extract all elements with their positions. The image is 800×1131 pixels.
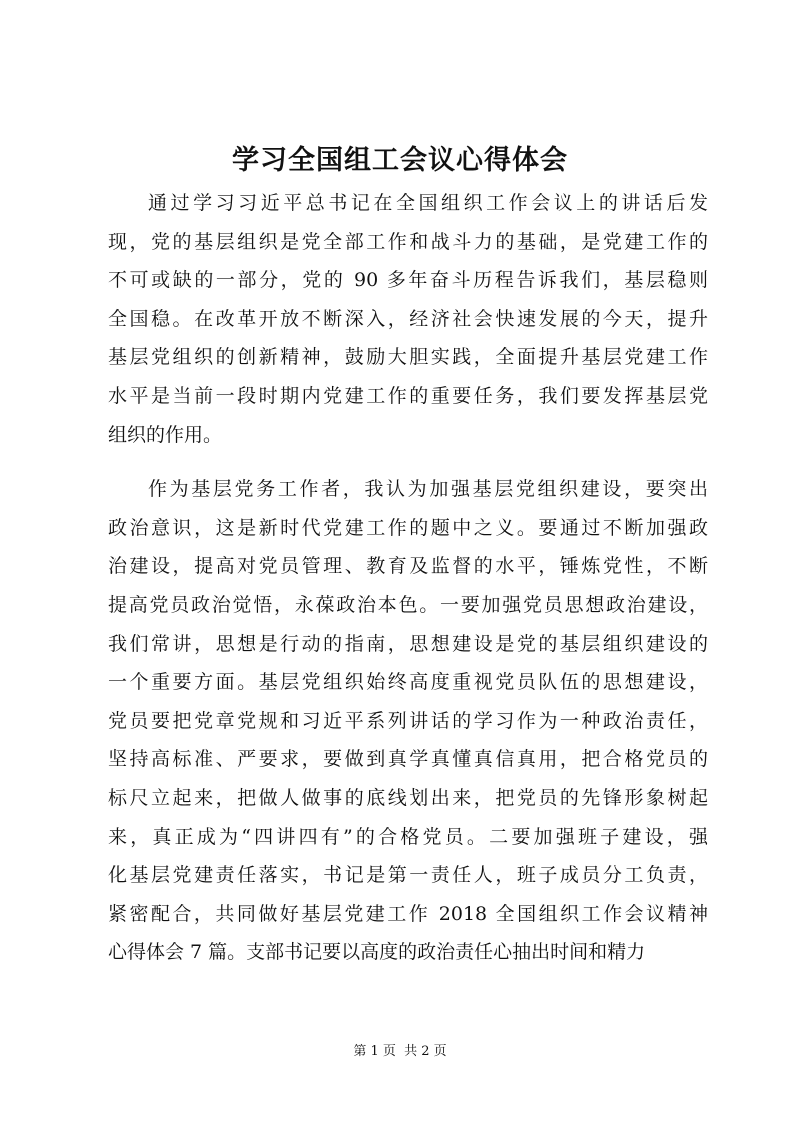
paragraph-line: 政治意识，这是新时代党建工作的题中之义。要通过不断加强政	[108, 516, 708, 539]
paragraph-line: 治建设，提高对党员管理、教育及监督的水平，锤炼党性，不断	[108, 555, 708, 578]
paragraph-2	[108, 470, 708, 972]
paragraph-line: 现，党的基层组织是党全部工作和战斗力的基础，是党建工作的	[108, 230, 708, 253]
paragraph-line: 我们常讲，思想是行动的指南，思想建设是党的基层组织建设的	[108, 632, 708, 655]
paragraph-line: 化基层党建责任落实，书记是第一责任人，班子成员分工负责，	[108, 864, 708, 887]
paragraph-line: 基层党组织的创新精神，鼓励大胆实践，全面提升基层党建工作	[108, 346, 708, 369]
paragraph-line: 党员要把党章党规和习近平系列讲话的学习作为一种政治责任，	[108, 709, 708, 732]
paragraph-spacer	[108, 454, 708, 470]
paragraph-line: 心得体会 7 篇。支部书记要以高度的政治责任心抽出时间和精力	[108, 941, 646, 964]
paragraph-line: 组织的作用。	[108, 423, 223, 446]
paragraph-line: 全国稳。在改革开放不断深入，经济社会快速发展的今天，提升	[108, 307, 708, 330]
paragraph-line: 紧密配合，共同做好基层党建工作 2018 全国组织工作会议精神	[108, 902, 708, 925]
paragraph-line: 作为基层党务工作者，我认为加强基层党组织建设，要突出	[148, 478, 708, 501]
paragraph-line: 通过学习习近平总书记在全国组织工作会议上的讲话后发	[148, 192, 708, 214]
paragraph-line: 一个重要方面。基层党组织始终高度重视党员队伍的思想建设，	[108, 671, 708, 694]
document-title: 学习全国组工会议心得体会	[232, 145, 568, 176]
paragraph-line: 水平是当前一段时期内党建工作的重要任务，我们要发挥基层党	[108, 384, 708, 407]
paragraph-1	[108, 184, 708, 454]
paragraph-line: 不可或缺的一部分，党的 90 多年奋斗历程告诉我们，基层稳则	[108, 269, 708, 292]
document-body	[108, 184, 708, 972]
page-number: 第 1 页	[353, 1044, 396, 1059]
paragraph-line: 提高党员政治觉悟，永葆政治本色。一要加强党员思想政治建设，	[108, 593, 708, 616]
paragraph-line: 标尺立起来，把做人做事的底线划出来，把党员的先锋形象树起	[108, 786, 708, 809]
page-footer	[0, 1043, 800, 1061]
page-total: 共 2 页	[404, 1044, 447, 1059]
paragraph-line: 来，真正成为“四讲四有”的合格党员。二要加强班子建设，强	[108, 825, 708, 848]
paragraph-line: 坚持高标准、严要求，要做到真学真懂真信真用，把合格党员的	[108, 748, 708, 771]
